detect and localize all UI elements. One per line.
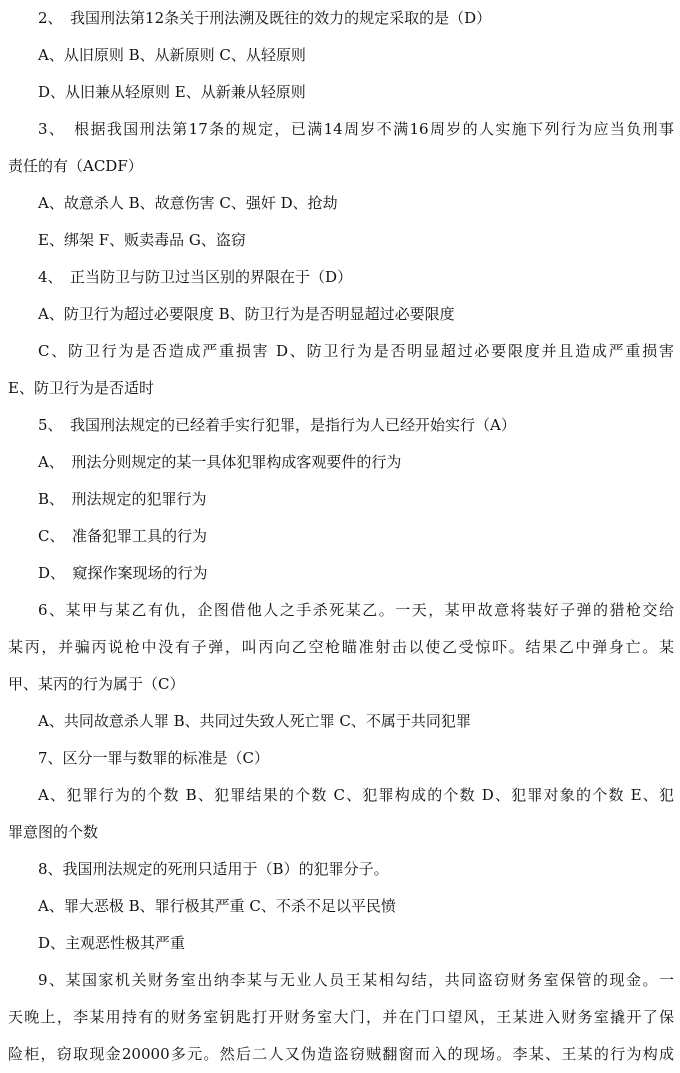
text-line: B、 刑法规定的犯罪行为 [38,490,207,508]
text-line: E、绑架 F、贩卖毒品 G、盗窃 [38,231,246,249]
text-line: A、 刑法分则规定的某一具体犯罪构成客观要件的行为 [38,453,402,471]
text-line: 罪意图的个数 [8,823,99,841]
text-line: 3、 根据我国刑法第17条的规定，已满14周岁不满16周岁的人实施下列行为应当负刑事 [38,120,674,138]
text-line: A、罪大恶极 B、罪行极其严重 C、不杀不足以平民愤 [38,897,396,915]
text-line: 6、某甲与某乙有仇，企图借他人之手杀死某乙。一天，某甲故意将装好子弹的猎枪交给 [38,601,674,619]
text-line: 责任的有（ACDF） [8,157,143,175]
text-line: 甲、某丙的行为属于（C） [8,675,185,693]
text-line: 某丙，并骗丙说枪中没有子弹，叫丙向乙空枪瞄准射击以使乙受惊吓。结果乙中弹身亡。某 [8,638,674,656]
text-line: 9、某国家机关财务室出纳李某与无业人员王某相勾结，共同盗窃财务室保管的现金。一 [38,971,674,989]
text-line: D、主观恶性极其严重 [38,934,186,952]
text-line: 5、 我国刑法规定的已经着手实行犯罪，是指行为人已经开始实行（A） [38,416,516,434]
text-line: D、从旧兼从轻原则 E、从新兼从轻原则 [38,83,306,101]
text-line: E、防卫行为是否适时 [8,379,154,397]
text-line: C、防卫行为是否造成严重损害 D、防卫行为是否明显超过必要限度并且造成严重损害 [38,342,674,360]
text-line: A、故意杀人 B、故意伤害 C、强奸 D、抢劫 [38,194,338,212]
text-line: 险柜，窃取现金20000多元。然后二人又伪造盗窃贼翻窗而入的现场。李某、王某的行为构成 [8,1045,674,1063]
text-line: A、共同故意杀人罪 B、共同过失致人死亡罪 C、不属于共同犯罪 [38,712,471,730]
text-line: A、从旧原则 B、从新原则 C、从轻原则 [38,46,306,64]
text-line: C、 准备犯罪工具的行为 [38,527,207,545]
text-line: 4、 正当防卫与防卫过当区别的界限在于（D） [38,268,353,286]
text-line: 8、我国刑法规定的死刑只适用于（B）的犯罪分子。 [38,860,389,878]
text-line: A、防卫行为超过必要限度 B、防卫行为是否明显超过必要限度 [38,305,455,323]
text-line: 7、区分一罪与数罪的标准是（C） [38,749,270,767]
text-line: 2、 我国刑法第12条关于刑法溯及既往的效力的规定采取的是（D） [38,9,492,27]
text-line: 天晚上，李某用持有的财务室钥匙打开财务室大门，并在门口望风，王某进入财务室撬开了保 [8,1008,674,1026]
text-line: D、 窥探作案现场的行为 [38,564,208,582]
text-line: A、犯罪行为的个数 B、犯罪结果的个数 C、犯罪构成的个数 D、犯罪对象的个数 E、犯 [38,786,674,804]
